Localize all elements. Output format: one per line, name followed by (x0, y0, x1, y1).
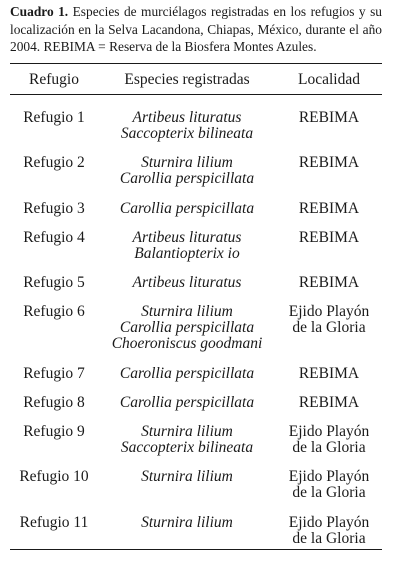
cell-refugio: Refugio 10 (19, 468, 89, 485)
cell-especies (98, 155, 276, 187)
caption-label: Cuadro 1. (10, 4, 69, 19)
cell-especies (98, 230, 276, 262)
cell-localidad (276, 469, 382, 501)
cell-especies (98, 515, 276, 531)
locality-line: REBIMA (298, 109, 360, 126)
species-name: Carollia perspicillata (119, 365, 255, 382)
locality-line: Ejido Playón (288, 468, 370, 485)
caption-text: Especies de murciélagos registradas en los refugios y su localización en la Selva Lacandona, Chiapas, México, durante el año 2004. REBIMA = Reserva de la Biosfera Montes Azules. (10, 4, 382, 54)
table-caption (10, 3, 382, 56)
species-name: Sturnira lilium (141, 514, 233, 531)
cell-especies (98, 304, 276, 352)
cell-refugio: Refugio 2 (23, 154, 85, 171)
header-especies: Especies registradas (124, 71, 250, 88)
cell-localidad (276, 515, 382, 547)
cell-localidad (276, 275, 382, 291)
cell-refugio: Refugio 11 (19, 514, 89, 531)
species-name: Carollia perspicillata (119, 319, 255, 336)
cell-refugio: Refugio 4 (23, 229, 85, 246)
locality-line: Ejido Playón (288, 303, 370, 320)
locality-line: REBIMA (298, 229, 360, 246)
species-name: Sturnira lilium (141, 154, 233, 171)
species-name: Artibeus lituratus (132, 229, 242, 246)
cell-especies (98, 110, 276, 142)
species-name: Saccopterix bilineata (120, 125, 254, 142)
cell-especies (98, 201, 276, 217)
locality-line: REBIMA (298, 274, 360, 291)
species-name: Saccopterix bilineata (120, 439, 254, 456)
cell-localidad (276, 304, 382, 336)
cell-refugio: Refugio 8 (23, 394, 85, 411)
species-name: Carollia perspicillata (119, 394, 255, 411)
cell-localidad (276, 110, 382, 126)
species-name: Sturnira lilium (141, 468, 233, 485)
cell-especies (98, 469, 276, 485)
locality-line: Ejido Playón (288, 514, 370, 531)
table-top-rule (10, 63, 382, 64)
locality-line: REBIMA (298, 394, 360, 411)
cell-localidad (276, 230, 382, 246)
cell-localidad (276, 201, 382, 217)
cell-localidad (276, 424, 382, 456)
cell-localidad (276, 155, 382, 171)
cell-especies (98, 395, 276, 411)
cell-refugio: Refugio 9 (23, 423, 85, 440)
locality-line: REBIMA (298, 365, 360, 382)
species-name: Balantiopterix io (134, 245, 240, 262)
cell-refugio: Refugio 3 (23, 200, 85, 217)
cell-refugio: Refugio 5 (23, 274, 85, 291)
species-name: Carollia perspicillata (119, 170, 255, 187)
header-rule (10, 94, 382, 95)
species-name: Artibeus lituratus (132, 274, 242, 291)
species-name: Artibeus lituratus (132, 109, 242, 126)
locality-line: Ejido Playón (288, 423, 370, 440)
cell-especies (98, 424, 276, 456)
species-name: Sturnira lilium (141, 423, 233, 440)
locality-line: de la Gloria (292, 484, 366, 501)
cell-localidad (276, 395, 382, 411)
header-localidad: Localidad (298, 71, 360, 88)
cell-especies (98, 275, 276, 291)
locality-line: REBIMA (298, 154, 360, 171)
locality-line: de la Gloria (292, 530, 366, 547)
species-name: Choeroniscus goodmani (111, 335, 263, 352)
cell-localidad (276, 366, 382, 382)
species-name: Sturnira lilium (141, 303, 233, 320)
species-name: Carollia perspicillata (119, 200, 255, 217)
locality-line: REBIMA (298, 200, 360, 217)
header-refugio: Refugio (29, 71, 79, 88)
cell-refugio: Refugio 6 (23, 303, 85, 320)
cell-refugio: Refugio 7 (23, 365, 85, 382)
locality-line: de la Gloria (292, 439, 366, 456)
cell-refugio: Refugio 1 (23, 109, 85, 126)
cell-especies (98, 366, 276, 382)
table-bottom-rule (10, 549, 382, 550)
locality-line: de la Gloria (292, 319, 366, 336)
